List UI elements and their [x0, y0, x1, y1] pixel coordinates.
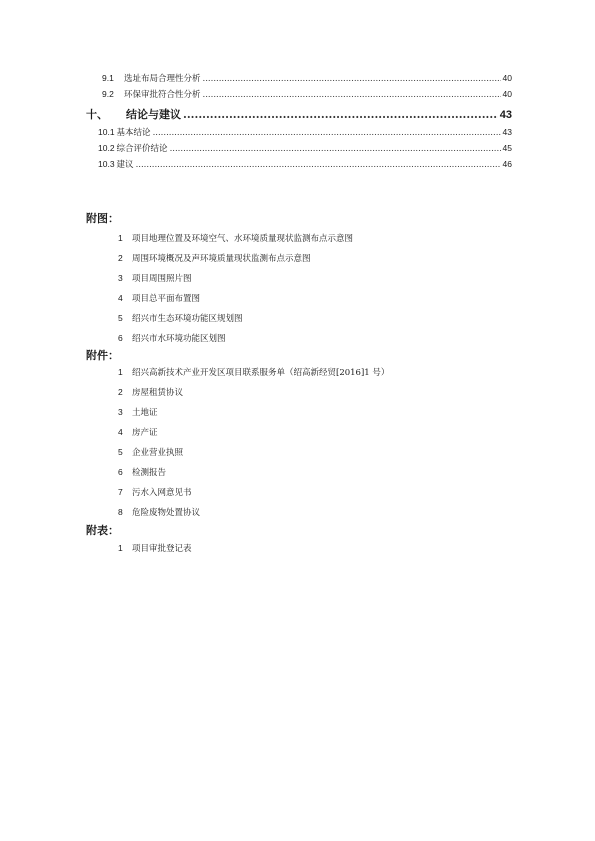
toc-entry-number: 9.2 — [102, 89, 114, 99]
item-number: 1 — [118, 543, 123, 553]
figures-heading: 附图： — [86, 212, 119, 225]
item-title: 项目地理位置及环境空气、水环境质量现状监测布点示意图 — [132, 234, 354, 244]
item-title: 项目审批登记表 — [132, 544, 192, 554]
toc-leader-dots — [183, 108, 498, 121]
item-number: 3 — [118, 273, 123, 283]
item-number: 5 — [118, 447, 123, 457]
toc-chapter-title: 结论与建议 — [126, 108, 181, 121]
list-item — [118, 365, 389, 385]
list-item — [118, 485, 389, 505]
toc-leader-dots — [203, 90, 501, 100]
attachments-list — [118, 365, 389, 525]
toc-entry-title: 建议 — [116, 160, 134, 170]
toc-entry[interactable] — [86, 72, 512, 88]
tables-list — [118, 541, 192, 561]
list-item — [118, 465, 389, 485]
item-title: 危险废物处置协议 — [132, 508, 201, 518]
toc-entry-title: 基本结论 — [116, 128, 151, 138]
toc-chapter-number: 十、 — [86, 108, 108, 121]
toc-entry-page: 45 — [502, 143, 512, 153]
toc-entry-title: 环保审批符合性分析 — [124, 90, 201, 100]
toc-entry[interactable] — [86, 142, 512, 158]
item-number: 4 — [118, 293, 123, 303]
list-item — [118, 425, 389, 445]
toc-leader-dots — [136, 160, 501, 170]
item-number: 1 — [118, 367, 123, 377]
toc-entry[interactable] — [86, 126, 512, 142]
item-number: 8 — [118, 507, 123, 517]
list-item — [118, 405, 389, 425]
item-title: 绍兴市生态环境功能区规划图 — [132, 314, 243, 324]
item-title: 周围环境概况及声环境质量现状监测布点示意图 — [132, 254, 311, 264]
list-item — [118, 541, 192, 561]
item-title: 企业营业执照 — [132, 448, 184, 458]
item-title: 污水入网意见书 — [132, 488, 192, 498]
item-title: 房产证 — [132, 428, 158, 438]
toc-entry-page: 43 — [502, 127, 512, 137]
toc-entry-page: 40 — [502, 89, 512, 99]
list-item — [118, 331, 353, 351]
list-item — [118, 231, 353, 251]
toc-chapter-page: 43 — [499, 109, 512, 121]
item-title: 检测报告 — [132, 468, 167, 478]
toc-entry-title: 综合评价结论 — [116, 144, 168, 154]
attachments-heading: 附件： — [86, 349, 119, 362]
toc-entry-number: 10.3 — [98, 159, 115, 169]
toc-chapter-entry[interactable] — [86, 106, 512, 126]
item-title: 项目周围照片图 — [132, 274, 192, 284]
toc-entry-number: 10.2 — [98, 143, 115, 153]
toc-entry-page: 46 — [502, 159, 512, 169]
item-title: 绍兴市水环境功能区划图 — [132, 334, 226, 344]
item-number: 7 — [118, 487, 123, 497]
toc-leader-dots — [170, 144, 501, 154]
item-title: 房屋租赁协议 — [132, 388, 184, 398]
toc-entry-title: 选址布局合理性分析 — [124, 74, 201, 84]
list-item — [118, 291, 353, 311]
toc-entry-number: 10.1 — [98, 127, 115, 137]
item-number: 2 — [118, 253, 123, 263]
figures-list — [118, 231, 353, 351]
item-title: 项目总平面布置图 — [132, 294, 201, 304]
item-number: 5 — [118, 313, 123, 323]
item-number: 6 — [118, 467, 123, 477]
list-item — [118, 311, 353, 331]
item-number: 3 — [118, 407, 123, 417]
item-title: 绍兴高新技术产业开发区项目联系服务单（绍高新经贸[2016]1 号） — [132, 368, 390, 378]
item-number: 6 — [118, 333, 123, 343]
list-item — [118, 271, 353, 291]
toc-entry[interactable] — [86, 88, 512, 104]
toc-entry-page: 40 — [502, 73, 512, 83]
item-title: 土地证 — [132, 408, 158, 418]
list-item — [118, 385, 389, 405]
list-item — [118, 251, 353, 271]
item-number: 4 — [118, 427, 123, 437]
item-number: 1 — [118, 233, 123, 243]
item-number: 2 — [118, 387, 123, 397]
toc-leader-dots — [203, 74, 501, 84]
table-of-contents — [86, 72, 512, 174]
toc-entry-number: 9.1 — [102, 73, 114, 83]
list-item — [118, 505, 389, 525]
list-item — [118, 445, 389, 465]
toc-leader-dots — [153, 128, 501, 138]
tables-heading: 附表： — [86, 524, 119, 537]
toc-entry[interactable] — [86, 158, 512, 174]
